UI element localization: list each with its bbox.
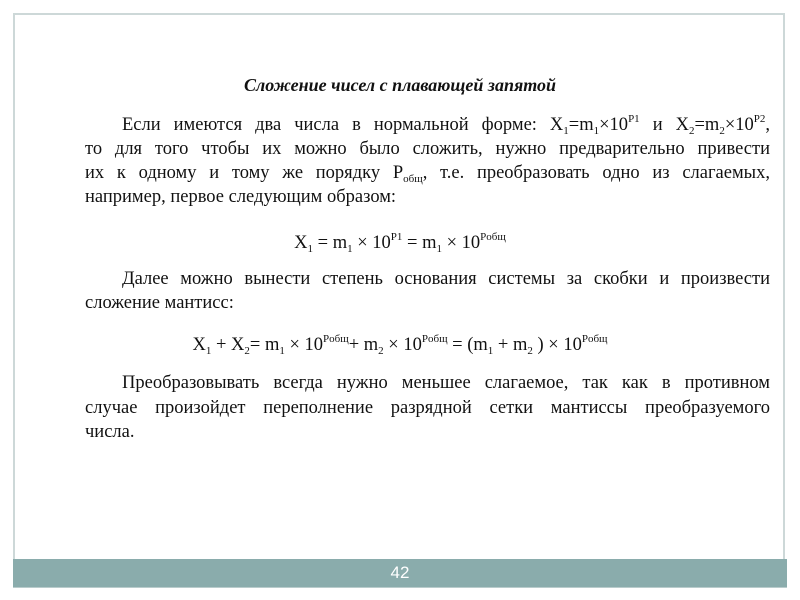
subscript: 2 [527,345,533,357]
formula-line [0,232,800,254]
text-segment: , [765,115,770,135]
subscript: 1 [436,243,442,255]
text-line [85,162,770,184]
subscript: 1 [205,345,212,357]
subscript: 1 [487,345,494,357]
text-segment: числа. [85,422,135,442]
subscript: 2 [688,125,695,137]
text-segment: ) × 10 [532,335,582,355]
text-line [122,268,770,290]
superscript: Pобщ [581,333,608,345]
text-segment: × 10 [441,233,481,253]
text-segment: × 10 [383,335,422,355]
subscript: 2 [378,345,384,357]
text-segment: ×10 [724,115,754,135]
text-segment: и X [639,115,689,135]
text-segment: + m [493,335,528,355]
text-segment: случае произойдет переполнение разрядной сетки мантиссы преобразуемого [85,398,770,418]
text-segment: × 10 [352,233,391,253]
text-segment: Преобразовывать всегда нужно меньшее слагаемое, так как в противном [122,373,770,393]
text-segment: = m [313,233,348,253]
text-segment: = m [249,335,280,355]
text-line [85,138,770,160]
text-segment: =m [694,115,720,135]
subscript: 1 [563,125,569,137]
text-line [85,292,770,314]
text-segment: , т.е. преобразовать одно из слагаемых, [422,163,770,183]
superscript: P1 [390,231,403,243]
text-segment: × 10 [284,335,324,355]
text-segment: Если имеются два числа в нормальной форме: X [122,115,564,135]
subscript: общ [403,173,423,185]
text-segment: сложение мантисс: [85,293,234,313]
text-segment: + m [348,335,379,355]
slide-title: Сложение чисел с плавающей запятой [243,75,557,95]
text-segment: например, первое следующим образом: [85,187,397,207]
text-line [85,421,770,443]
text-segment: = (m [447,335,488,355]
text-line [85,397,770,419]
subscript: 2 [719,125,725,137]
subscript: 1 [593,125,600,137]
text-segment: = m [402,233,437,253]
text-line [122,114,770,136]
text-segment: их к одному и тому же порядку P [85,163,404,183]
text-line [122,372,770,394]
footer-bar [13,559,787,588]
subscript: 1 [307,243,314,255]
superscript: Pобщ [480,231,506,243]
superscript: P2 [753,113,766,125]
text-segment: + X [211,335,245,355]
subscript: 2 [244,345,250,357]
formula-line [0,334,800,356]
superscript: Pобщ [421,333,448,345]
subscript: 1 [347,243,353,255]
text-segment: X [192,335,206,355]
superscript: Pобщ [323,333,349,345]
page-number: 42 [390,563,410,582]
superscript: P1 [628,113,640,125]
text-segment: X [294,233,308,253]
text-segment: =m [568,115,594,135]
text-line [85,186,770,208]
text-segment: ×10 [599,115,629,135]
text-segment: Далее можно вынести степень основания системы за скобки и произвести [122,269,770,289]
text-segment: то для того чтобы их можно было сложить, нужно предварительно привести [85,139,770,159]
subscript: 1 [279,345,285,357]
